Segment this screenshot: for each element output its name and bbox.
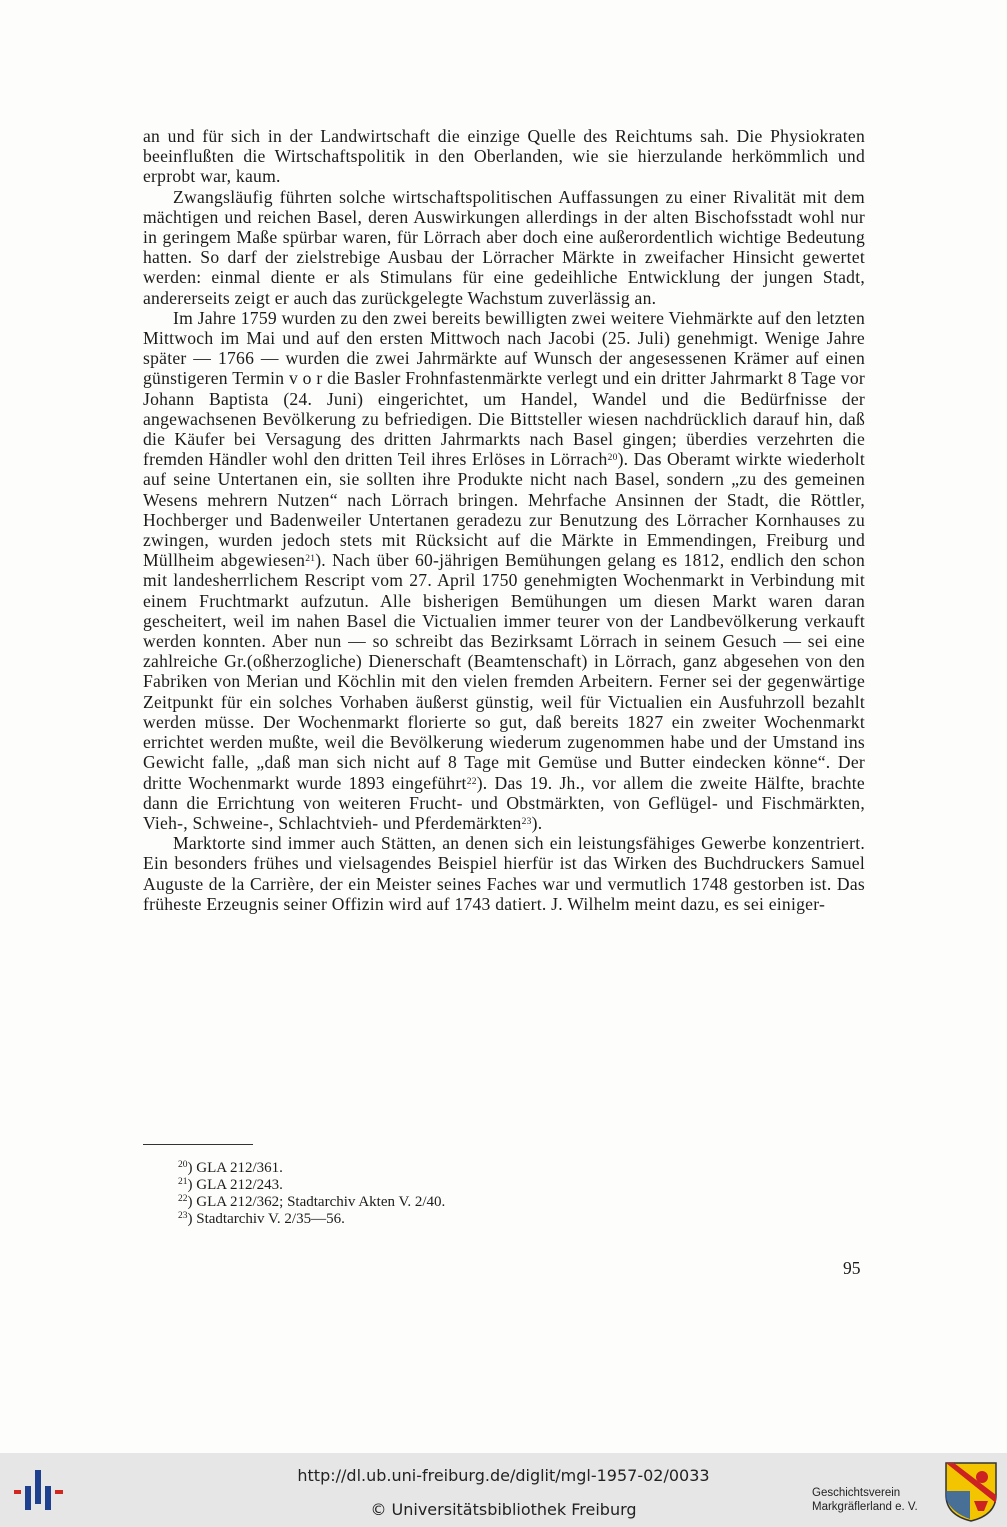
footnote-ref-21[interactable]: 21 <box>305 554 316 565</box>
footnote-22 <box>178 1194 778 1211</box>
paragraph-3-part-c: ). Das Oberamt wirkte wiederholt auf seine Untertanen ein, sie sollten ihre Produkte nicht nach Basel, sondern „zu des gemeinen Wesens mehrern Nutzen“ nach Lörrach bringen. Mehrfache Ansinnen der Stadt, die Röttler, Hochberger und Badenweiler Untertanen geradezu zur Benutzung des Lörracher Kornhauses zu zwingen, wurden jedoch stets mit Rücksicht auf die Märkte in Emmendingen, Freiburg und Müllheim abgewiesen <box>143 449 865 571</box>
footnote-text: ) Stadtarchiv V. 2/35—56. <box>187 1211 345 1227</box>
footnote-divider <box>143 1144 253 1145</box>
footnote-20 <box>178 1160 778 1177</box>
paragraph-3-part-e: ). Das 19. Jh., vor allem die zweite Hälfte, brachte dann die Errichtung von weiteren Frucht- und Obstmärkten, von Geflügel- und Fischmärkten, Vieh-, Schweine-, Schlachtvieh- und Pferdemärkten <box>143 772 865 833</box>
footnote-21 <box>178 1177 778 1194</box>
paragraph-2: Zwangsläufig führten solche wirtschaftspolitischen Auffassungen zu einer Rivalität mit dem mächtigen und reichen Basel, deren Auswirkungen allerdings in der alten Bischofsstadt wohl nur in geringem Maße spürbar waren, für Lörrach aber doch eine außerordentlich wichtige Bedeutung hatten. So darf der zielstrebige Ausbau der Lörracher Märkte in zweifacher Hinsicht gewertet werden: einmal diente er als Stimulans für eine gedeihliche Entwicklung der jungen Stadt, andererseits zeigt er auch das zurückgelegte Wachstum zuverlässig an. <box>143 186 865 308</box>
paragraph-3-part-a: Im Jahre 1759 wurden zu den zwei bereits bewilligten zwei weitere Viehmärkte auf den letzten Mittwoch im Mai und auf den ersten Mittwoch nach Jacobi (25. Juli) genehmigt. Wenige Jahre später — 1766 — wurden die zwei Jahrmärkte auf Wunsch der angesessenen Krämer auf einen günstigeren Termin <box>143 307 865 389</box>
footer-copyright: © Universitätsbibliothek Freiburg <box>370 1500 637 1519</box>
footnote-text: ) GLA 212/361. <box>187 1160 283 1176</box>
footnote-text: ) GLA 212/362; Stadtarchiv Akten V. 2/40. <box>187 1194 446 1210</box>
footnote-number: 21 <box>178 1177 188 1187</box>
footnote-number: 20 <box>178 1160 188 1170</box>
society-line-2: Markgräflerland e. V. <box>812 1501 918 1513</box>
footnote-ref-20[interactable]: 20 <box>607 453 618 464</box>
paragraph-3-part-f: ). <box>531 812 543 833</box>
paragraph-3-part-d: ). Nach über 60-jährigen Bemühungen gelang es 1812, endlich den schon mit landesherrlichem Rescript vom 27. April 1750 genehmigten Wochenmarkt in Verbindung mit einem Fruchtmarkt aufzutun. Alle bisherigen Bemühungen um diesen Markt waren daran gescheitert, weil im nahen Basel die Victualien immer teurer von der Landbevölkerung verkauft werden konnten. Aber nun — so schreibt das Bezirksamt Lörrach in seinem Gesuch — sei eine zahlreiche Gr.(oßherzogliche) Dienerschaft (Beamtenschaft) in Lörrach, ganz abgesehen von den Fabriken von Merian und Köchlin mit den vielen fremden Arbeitern. Ferner sei der gegenwärtige Zeitpunkt für ein solches Vorhaben äußerst günstig, weil für Victualien ein Ausfuhrzoll bezahlt werden müsse. Der Wochenmarkt florierte so gut, daß bereits 1827 ein zweiter Wochenmarkt errichtet werden mußte, weil die Bevölkerung wiederum zugenommen habe und der Umstand ins Gewicht falle, „daß man sich nicht auf 8 Tage mit Gemüse und Butter eindecken könne“. Der dritte Wochenmarkt wurde 1893 eingeführt <box>143 550 865 793</box>
footer-url-link[interactable]: http://dl.ub.uni-freiburg.de/diglit/mgl-1957-02/0033 <box>297 1466 710 1485</box>
paragraph-4: Marktorte sind immer auch Stätten, an denen sich ein leistungsfähiges Gewerbe konzentriert. Ein besonders frühes und vielsagendes Beispiel hierfür ist das Wirken des Buchdruckers Samuel Auguste de la Carrière, der ein Meister seines Faches war und vermutlich 1748 gestorben ist. Das früheste Erzeugnis seiner Offizin wird auf 1743 datiert. J. Wilhelm meint dazu, es sei einiger- <box>143 833 865 914</box>
footnotes <box>178 1160 778 1228</box>
paragraph-3 <box>143 308 865 833</box>
page-number: 95 <box>843 1258 861 1278</box>
footnote-23 <box>178 1211 778 1228</box>
coat-of-arms-icon[interactable] <box>944 1461 998 1523</box>
footnote-number: 22 <box>178 1194 188 1204</box>
footnote-number: 23 <box>178 1211 188 1221</box>
spaced-word-vor: v o r <box>288 368 323 389</box>
footnote-ref-22[interactable]: 22 <box>466 776 477 787</box>
footnote-ref-23[interactable]: 23 <box>521 816 532 827</box>
body-text <box>143 126 865 914</box>
society-line-1: Geschichtsverein <box>812 1487 901 1499</box>
society-name[interactable] <box>812 1486 942 1514</box>
footnote-text: ) GLA 212/243. <box>187 1177 283 1193</box>
paragraph-3-part-b: die Basler Frohnfastenmärkte verlegt und ein dritter Jahrmarkt 8 Tage vor Johann Baptista (24. Juni) eingerichtet, um Handel, Wandel und die Bedürfnisse der angewachsenen Bevölkerung zu befriedigen. Die Bittsteller wiesen nachdrücklich darauf hin, daß die Käufer bei Versagung des dritten Jahrmarkts nach Basel gingen; überdies verzehrten die fremden Händler wohl den dritten Teil ihres Erlöses in Lörrach <box>143 368 865 470</box>
paragraph-1: an und für sich in der Landwirtschaft die einzige Quelle des Reichtums sah. Die Physiokraten beeinflußten die Wirtschaftspolitik in den Oberlanden, wie sie hierzulande herkömmlich und erprobt war, kaum. <box>143 126 865 187</box>
